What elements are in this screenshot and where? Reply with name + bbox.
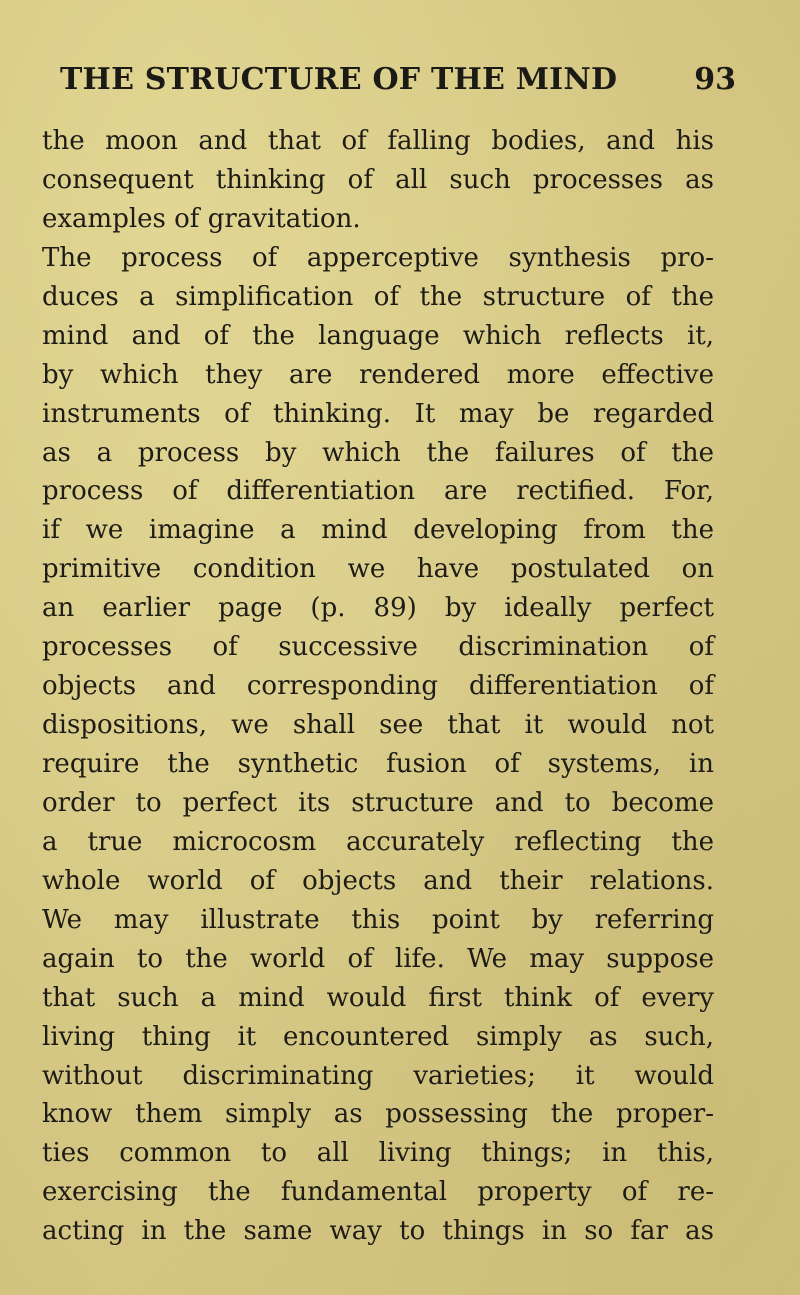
text-line: instruments of thinking. It may be regarded bbox=[42, 398, 714, 429]
text-line: as a process by which the failures of the bbox=[42, 437, 714, 468]
text-line: primitive condition we have postulated on bbox=[42, 554, 714, 585]
text-line: order to perfect its structure and to become bbox=[42, 787, 714, 818]
text-line: the moon and that of falling bodies, and his bbox=[42, 126, 714, 156]
text-line: living thing it encountered simply as such, bbox=[42, 1021, 714, 1052]
text-line: that such a mind would first think of every bbox=[42, 982, 714, 1013]
text-line: The process of apperceptive synthesis pro- bbox=[42, 242, 714, 273]
text-line: without discriminating varieties; it would bbox=[42, 1060, 714, 1091]
text-line: ties common to all living things; in this, bbox=[42, 1138, 714, 1169]
text-line: require the synthetic fusion of systems, in bbox=[42, 749, 714, 779]
text-line: dispositions, we shall see that it would not bbox=[42, 710, 714, 741]
text-line: acting in the same way to things in so far as bbox=[42, 1216, 714, 1247]
text-line: an earlier page (p. 89) by ideally perfect bbox=[42, 593, 714, 624]
text-line: a true microcosm accurately reflecting the bbox=[42, 826, 714, 857]
text-line: whole world of objects and their relations. bbox=[42, 865, 714, 896]
text-line: objects and corresponding differentiation of bbox=[42, 671, 714, 702]
text-line: exercising the fundamental property of re- bbox=[42, 1177, 714, 1208]
running-head bbox=[60, 58, 736, 102]
text-line: processes of successive discrimination of bbox=[42, 632, 714, 663]
text-line: We may illustrate this point by referring bbox=[42, 904, 714, 935]
text-line: examples of gravitation. bbox=[42, 203, 361, 234]
text-line: by which they are rendered more effective bbox=[42, 359, 714, 390]
text-line: know them simply as possessing the proper- bbox=[42, 1099, 714, 1130]
text-line: mind and of the language which reflects it, bbox=[42, 320, 714, 351]
running-title: THE STRUCTURE OF THE MIND bbox=[60, 62, 618, 97]
body-text bbox=[42, 122, 714, 1251]
text-line: if we imagine a mind developing from the bbox=[42, 515, 714, 546]
text-line: process of differentiation are rectified. For, bbox=[42, 476, 714, 507]
text-line: again to the world of life. We may suppose bbox=[42, 943, 714, 974]
page-number: 93 bbox=[694, 62, 736, 97]
text-line: consequent thinking of all such processes as bbox=[42, 164, 714, 195]
text-line: duces a simplification of the structure of the bbox=[42, 281, 714, 312]
